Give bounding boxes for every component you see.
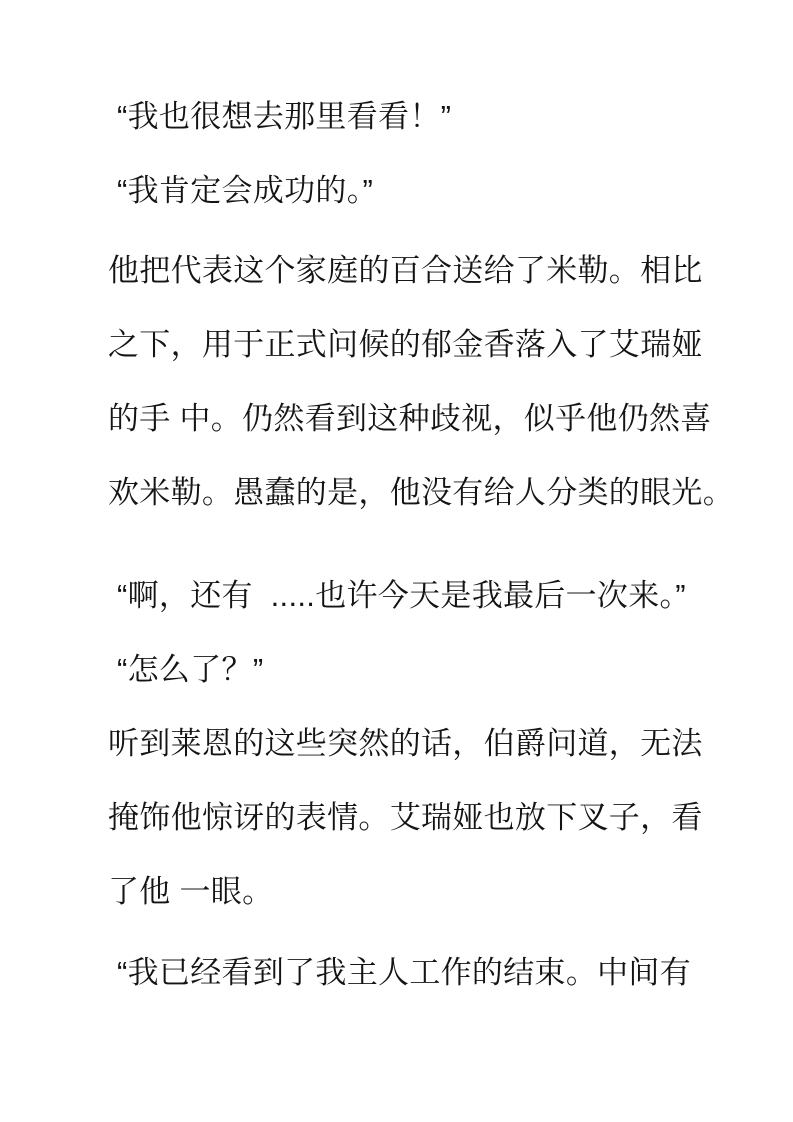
narration-paragraph	[108, 707, 708, 929]
text-line: 了他 一眼。	[108, 874, 274, 909]
text-line: “我肯定会成功的。”	[117, 173, 374, 208]
text-line: “怎么了？”	[117, 652, 264, 687]
dialogue-paragraph	[108, 80, 708, 154]
text-line: 他把代表这个家庭的百合送给了米勒。相比	[108, 253, 703, 288]
text-line: “我已经看到了我主人工作的结束。中间有	[117, 955, 692, 990]
dialogue-paragraph	[108, 936, 708, 1010]
dialogue-paragraph	[108, 633, 708, 707]
text-line: 掩饰他惊讶的表情。艾瑞娅也放下叉子，看	[108, 800, 703, 835]
dialogue-paragraph	[108, 154, 708, 228]
text-line: 的手 中。仍然看到这种歧视，似乎他仍然喜	[108, 401, 712, 436]
narration-paragraph	[108, 234, 734, 530]
text-line: 欢米勒。愚蠢的是，他没有给人分类的眼光。	[108, 475, 734, 510]
text-line: “我也很想去那里看看！”	[117, 99, 452, 134]
text-line: “啊，还有 .....也许今天是我最后一次来。”	[117, 578, 686, 613]
dialogue-paragraph	[108, 559, 708, 633]
text-line: 之下，用于正式问候的郁金香落入了艾瑞娅	[108, 327, 703, 362]
text-line: 听到莱恩的这些突然的话，伯爵问道，无法	[108, 726, 703, 761]
